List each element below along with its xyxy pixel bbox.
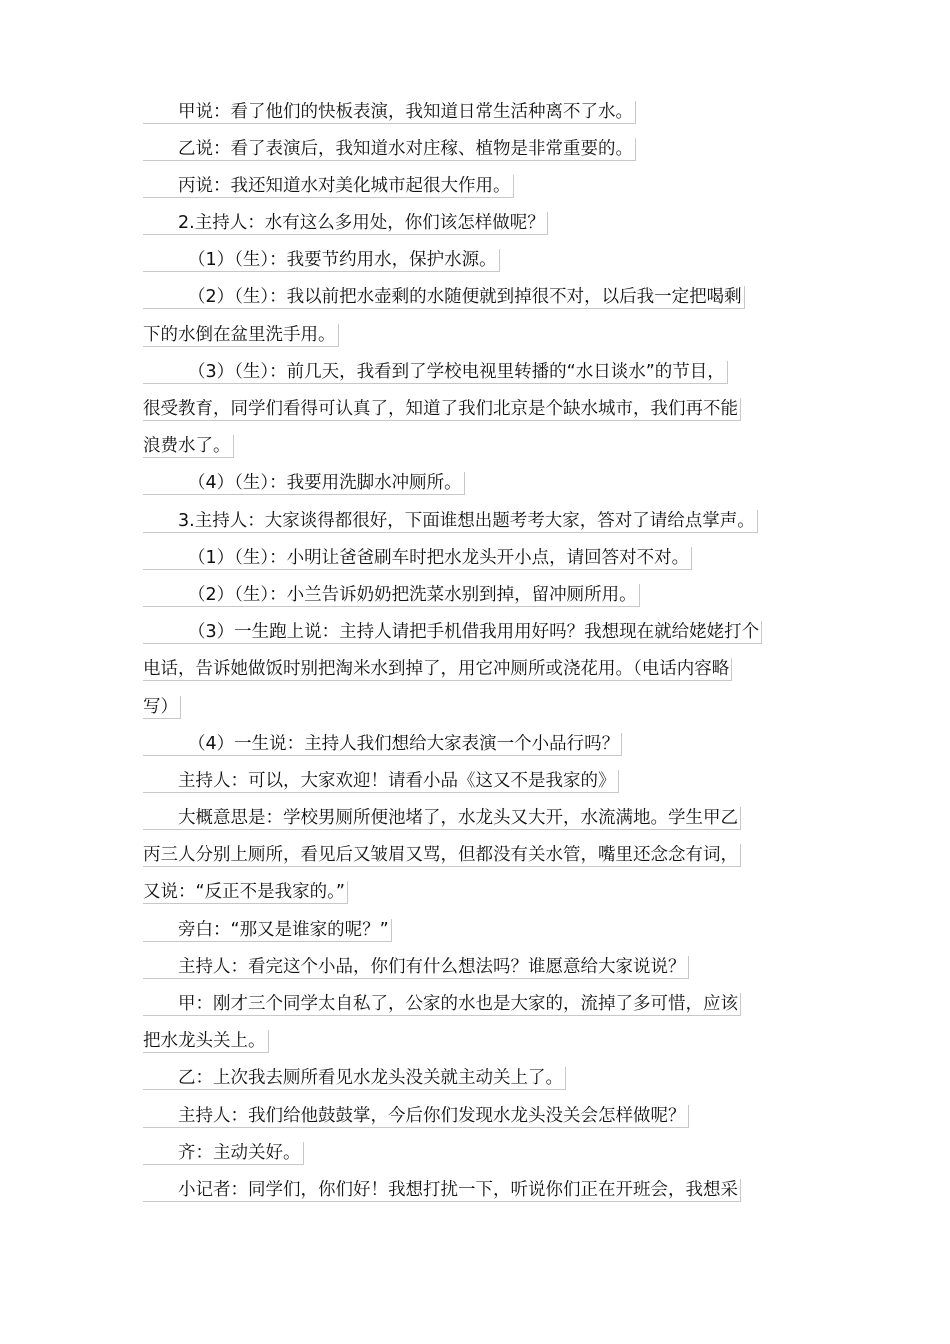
text-line-content: 丙说：我还知道水对美化城市起很大作用。 <box>143 175 514 198</box>
text-line <box>143 689 808 726</box>
text-line <box>143 987 808 1024</box>
text-line <box>143 577 808 614</box>
text-line <box>143 1098 808 1135</box>
text-line <box>143 392 808 429</box>
text-line <box>143 912 808 949</box>
text-line-content: （4）一生说：主持人我们想给大家表演一个小品行吗？ <box>143 733 622 756</box>
text-line-content: 浪费水了。 <box>143 435 234 458</box>
text-line-content: （1）（生）：我要节约用水，保护水源。 <box>143 249 500 272</box>
document-body <box>143 94 808 1210</box>
text-line <box>143 1172 808 1209</box>
text-line <box>143 1024 808 1061</box>
text-line <box>143 949 808 986</box>
text-line-content: 旁白：“那又是谁家的呢？” <box>143 919 392 942</box>
text-line <box>143 168 808 205</box>
text-line <box>143 1061 808 1098</box>
text-line <box>143 243 808 280</box>
text-line-content: （3）（生）：前几天，我看到了学校电视里转播的“水日谈水”的节目， <box>143 361 728 384</box>
text-line <box>143 540 808 577</box>
text-line <box>143 763 808 800</box>
text-line-content: 小记者：同学们，你们好！我想打扰一下，听说你们正在开班会，我想采 <box>143 1179 741 1202</box>
text-line-content: 又说：“反正不是我家的。” <box>143 881 348 904</box>
text-line <box>143 94 808 131</box>
text-line <box>143 466 808 503</box>
text-line-content: 甲说：看了他们的快板表演，我知道日常生活种离不了水。 <box>143 101 636 124</box>
text-line-content: 甲：刚才三个同学太自私了，公家的水也是大家的，流掉了多可惜，应该 <box>143 993 741 1016</box>
text-line <box>143 801 808 838</box>
text-line-content: 3.主持人：大家谈得都很好，下面谁想出题考考大家，答对了请给点掌声。 <box>143 510 758 533</box>
text-line <box>143 726 808 763</box>
text-line-content: 主持人：可以，大家欢迎！请看小品《这又不是我家的》 <box>143 770 619 793</box>
text-line <box>143 652 808 689</box>
text-line-content: 主持人：我们给他鼓鼓掌，今后你们发现水龙头没关会怎样做呢？ <box>143 1105 689 1128</box>
text-line-content: （1）（生）：小明让爸爸刷车时把水龙头开小点，请回答对不对。 <box>143 547 692 570</box>
text-line-content: 很受教育，同学们看得可认真了，知道了我们北京是个缺水城市，我们再不能 <box>143 398 741 421</box>
text-line-content: 把水龙头关上。 <box>143 1030 269 1053</box>
text-line-content: （4）（生）：我要用洗脚水冲厕所。 <box>143 472 465 495</box>
text-line-content: 大概意思是：学校男厕所便池堵了，水龙头又大开，水流满地。学生甲乙 <box>143 807 741 830</box>
text-line <box>143 838 808 875</box>
text-line-content: 下的水倒在盆里洗手用。 <box>143 324 339 347</box>
text-line-content: 乙：上次我去厕所看见水龙头没关就主动关上了。 <box>143 1067 566 1090</box>
text-line-content: 主持人：看完这个小品，你们有什么想法吗？谁愿意给大家说说？ <box>143 956 689 979</box>
text-line-content: 电话，告诉她做饭时别把淘米水到掉了，用它冲厕所或浇花用。（电话内容略 <box>143 658 732 681</box>
text-line <box>143 206 808 243</box>
text-line <box>143 615 808 652</box>
text-line <box>143 280 808 317</box>
text-line <box>143 875 808 912</box>
text-line-content: 齐：主动关好。 <box>143 1142 304 1165</box>
text-line <box>143 429 808 466</box>
text-line <box>143 354 808 391</box>
text-line <box>143 317 808 354</box>
text-line-content: 丙三人分别上厕所，看见后又皱眉又骂，但都没有关水管，嘴里还念念有词， <box>143 844 741 867</box>
text-line-content: （2）（生）：我以前把水壶剩的水随便就到掉很不对，以后我一定把喝剩 <box>143 286 745 309</box>
text-line <box>143 503 808 540</box>
text-line-content: 写） <box>143 696 181 719</box>
text-line-content: 2.主持人：水有这么多用处，你们该怎样做呢？ <box>143 212 548 235</box>
text-line-content: （2）（生）：小兰告诉奶奶把洗菜水别到掉，留冲厕所用。 <box>143 584 640 607</box>
text-line-content: （3）一生跑上说：主持人请把手机借我用用好吗？我想现在就给姥姥打个 <box>143 621 762 644</box>
text-line <box>143 131 808 168</box>
text-line-content: 乙说：看了表演后，我知道水对庄稼、植物是非常重要的。 <box>143 138 636 161</box>
text-line <box>143 1135 808 1172</box>
